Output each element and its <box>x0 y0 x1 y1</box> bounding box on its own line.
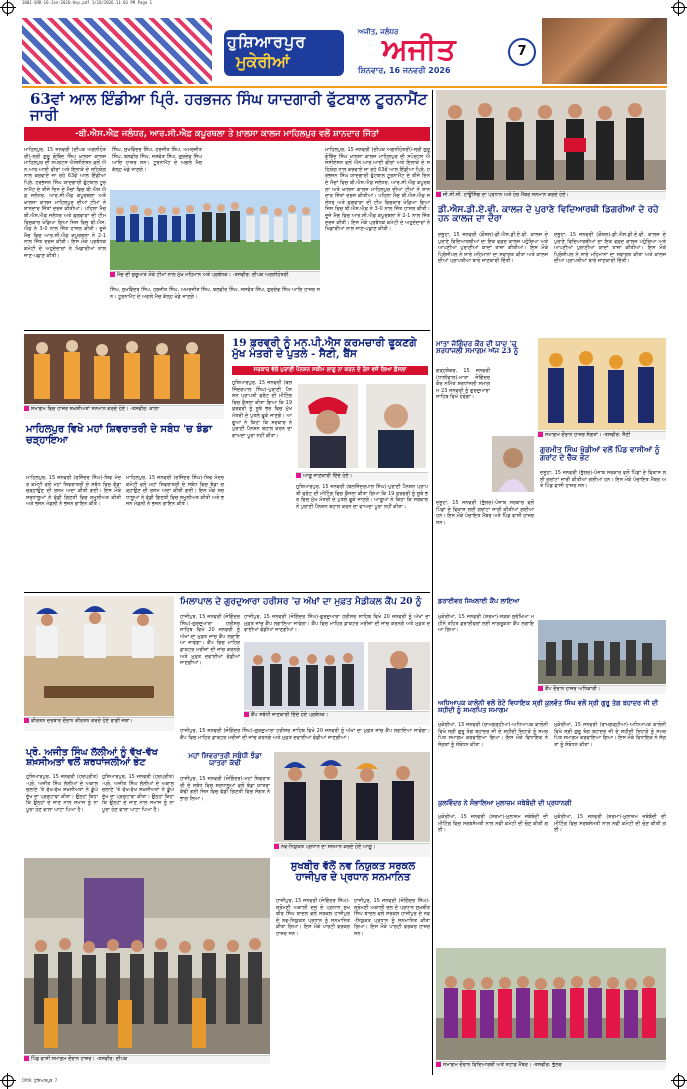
medical-camp-body-col3: ਹਾਜੀਪੁਰ, 15 ਜਨਵਰੀ (ਜੋਗਿੰਦਰ ਸਿੰਘ)-ਗੁਰਦੁਆਰਾ ਹਰੀਸਰ ਸਾਹਿਬ ਵਿਖੇ 20 ਜਨਵਰੀ ਨੂੰ ਅੱਖਾਂ ਦਾ ਮੁਫ਼ਤ ਜਾਂਚ ਕੈਂਪ ਲਗਾਇਆ ਜਾਵੇਗਾ। ਕੈਂਪ ਵਿਚ ਮਾਹਿਰ ਡਾਕਟਰ ਮਰੀਜ਼ਾਂ ਦੀ ਜਾਂਚ ਕਰਨਗੇ ਅਤੇ ਮੁਫ਼ਤ ਦਵਾਈਆਂ ਵੰਡੀਆਂ ਜਾਣਗੀਆਂ। <box>180 728 432 741</box>
column-divider <box>432 90 433 1075</box>
middle-story-body-col1: ਹੁਸ਼ਿਆਰਪੁਰ, 15 ਜਨਵਰੀ (ਬਲਜਿੰਦਰਪਾਲ ਸਿੰਘ)-ਪੁਰਾਣੀ ਪੈਨਸ਼ਨ ਪ੍ਰਾਪਤੀ ਫਰੰਟ ਦੀ ਮੀਟਿੰਗ ਵਿਚ ਫ਼ੈਸਲਾ ਕੀਤਾ ਗਿਆ ਕਿ 19 ਫ਼ਰਵਰੀ ਨੂੰ ਸੂਬੇ ਭਰ ਵਿਚ ਮੁੱਖ ਮੰਤਰੀ ਦੇ ਪੁਤਲੇ ਫੂਕੇ ਜਾਣਗੇ। ਆਗੂਆਂ ਨੇ ਕਿਹਾ ਕਿ ਸਰਕਾਰ ਨੇ ਪੁਰਾਣੀ ਪੈਨਸ਼ਨ ਬਹਾਲ ਕਰਨ ਦਾ ਵਾਅਦਾ ਪੂਰਾ ਨਹੀਂ ਕੀਤਾ। <box>232 380 294 439</box>
medical-camp-body-col1: ਹਾਜੀਪੁਰ, 15 ਜਨਵਰੀ (ਜੋਗਿੰਦਰ ਸਿੰਘ)-ਗੁਰਦੁਆਰਾ ਹਰੀਸਰ ਸਾਹਿਬ ਵਿਖੇ 20 ਜਨਵਰੀ ਨੂੰ ਅੱਖਾਂ ਦਾ ਮੁਫ਼ਤ ਜਾਂਚ ਕੈਂਪ ਲਗਾਇਆ ਜਾਵੇਗਾ। ਕੈਂਪ ਵਿਚ ਮਾਹਿਰ ਡਾਕਟਰ ਮਰੀਜ਼ਾਂ ਦੀ ਜਾਂਚ ਕਰਨਗੇ ਅਤੇ ਮੁਫ਼ਤ ਦਵਾਈਆਂ ਵੰਡੀਆਂ ਜਾਣਗੀਆਂ। <box>180 614 242 667</box>
page-number: 7 <box>508 38 536 66</box>
shivratri-body: ਹਾਜੀਪੁਰ, 15 ਜਨਵਰੀ (ਜੋਗਿੰਦਰ)-ਮਹਾਂ ਸ਼ਿਵਰਾਤਰੀ ਦੇ ਸਬੰਧ ਵਿਚ ਸ਼ਰਧਾਲੂਆਂ ਵਲੋਂ ਝੰਡਾ ਯਾਤਰਾ ਕੱਢੀ ਗਈ ਜਿਸ ਵਿਚ ਵੱਡੀ ਗਿਣਤੀ ਵਿਚ ਸੰਗਤ ਨੇ ਭਾਗ ਲਿਆ। <box>180 776 272 802</box>
right-top-headline: ਡੀ.ਐਸ.ਡੀ.ਏ.ਵੀ. ਕਾਲਜ ਦੇ ਪੁਰਾਣੇ ਵਿਦਿਆਰਥੀ ਡਿਗਰੀਆਂ ਦੇ ਰਹੇ ਹਨ ਕਾਲਜ ਦਾ ਦੌਰਾ <box>438 205 659 225</box>
middle-story-headline: 19 ਫ਼ਰਵਰੀ ਨੂੰ ਮਨ.ਪੀ.ਐਸ ਕਰਮਚਾਰੀ ਫੂਕਣਗੇ ਮੁੱਖ ਮੰਤਰੀ ਦੇ ਪੁਤਲੇ - ਸੈਣੀ, ਬੈਂਸ <box>232 337 417 361</box>
lead-subhead: -ਬੀ.ਐਸ.ਐਫ਼ ਜਲੰਧਰ, ਆਰ.ਸੀ.ਐਫ਼ ਕਪੂਰਥਲਾ ਤੇ ਖ਼ਾਲਸਾ ਕਾਲਜ ਮਾਹਿਲਪੁਰ ਵਲੋਂ ਸ਼ਾਨਦਾਰ ਜਿੱਤਾਂ <box>24 127 430 141</box>
lead-body-col2: ਸਿੰਘ, ਸੁਖਵਿੰਦਰ ਸਿੰਘ, ਹਰਜੀਤ ਸਿੰਘ, ਅਮਰਜੀਤ ਸਿੰਘ, ਬਲਵੀਰ ਸਿੰਘ, ਜਸਵੰਤ ਸਿੰਘ, ਗੁਰਦੇਵ ਸਿੰਘ ਆਦਿ ਹਾਜ਼ਰ ਸਨ। ਟੂਰਨਾਮੈਂਟ ਦੇ ਅਗਲੇ ਮੈਚ ਕੱਲ੍ਹ ਖੇਡੇ ਜਾਣਗੇ। <box>112 147 204 173</box>
masthead-paper-name: ਅਜੀਤ <box>382 32 456 67</box>
right-lower-body-col2: ਮੁਕੇਰੀਆਂ, 15 ਜਨਵਰੀ (ਰਾਮਗੜ੍ਹੀਆ)-ਅਧਿਆਪਕ ਕਾਲੋਨੀ ਵਿਖੇ ਸ੍ਰੀ ਗੁਰੂ ਤੇਗ ਬਹਾਦਰ ਜੀ ਦੇ ਸ਼ਹੀਦੀ ਦਿਹਾੜੇ ਨੂੰ ਸਮਰਪਿਤ ਸਮਾਗਮ ਕਰਵਾਇਆ ਗਿਆ। ਇਸ ਮੌਕੇ ਵਿਧਾਇਕ ਨੇ ਸੰਗਤਾਂ ਨੂੰ ਸੰਬੋਧਨ ਕੀਤਾ। <box>554 722 668 748</box>
masthead-pattern <box>22 18 212 84</box>
obituary-headline: ਮਾਤਾ ਜੋਗਿੰਦਰ ਕੌਰ ਦੀ ਯਾਦ 'ਚ ਸ਼ਰਧਾਂਜਲੀ ਸਮਾਗਮ ਅੱਜ 23 ਨੂੰ <box>436 339 519 356</box>
registration-mark <box>2 2 14 14</box>
sukhbir-photo <box>274 752 430 842</box>
registration-mark <box>673 2 685 14</box>
lead-headline: 63ਵਾਂ ਆਲ ਇੰਡੀਆ ਪ੍ਰਿੰ. ਹਰਭਜਨ ਸਿੰਘ ਯਾਦਗਾਰੀ ਫੁੱਟਬਾਲ ਟੂਰਨਾਮੈਂਟ ਜਾਰੀ <box>30 90 428 124</box>
bottom-left-group-photo <box>24 858 270 1054</box>
ajit-story-body-col1: ਹੁਸ਼ਿਆਰਪੁਰ, 15 ਜਨਵਰੀ (ਹਰਪ੍ਰੀਤ)-ਪ੍ਰੋ. ਅਜੀਤ ਸਿੰਘ ਲੱਲੀਆਂ ਦੇ ਅਕਾਲ ਚਲਾਣੇ 'ਤੇ ਵੱਖ-ਵੱਖ ਸ਼ਖ਼ਸੀਅਤਾਂ ਨੇ ਡੂੰਘੇ ਦੁੱਖ ਦਾ ਪ੍ਰਗਟਾਵਾ ਕੀਤਾ। ਉਨ੍ਹਾਂ ਕਿਹਾ ਕਿ ਉਨ੍ਹਾਂ ਦੇ ਜਾਣ ਨਾਲ ਸਮਾਜ ਨੂੰ ਨਾ ਪੂਰਾ ਹੋਣ ਵਾਲਾ ਘਾਟਾ ਪਿਆ ਹੈ। <box>26 774 100 813</box>
obituary-body: ਗੜ੍ਹਸ਼ੰਕਰ, 15 ਜਨਵਰੀ (ਧਾਲੀਵਾਲ)-ਮਾਤਾ ਜੋਗਿੰਦਰ ਕੌਰ ਨਮਿੱਤ ਸ਼ਰਧਾਂਜਲੀ ਸਮਾਗਮ 23 ਜਨਵਰੀ ਨੂੰ ਗੁਰਦੁਆਰਾ ਸਾਹਿਬ ਵਿਖੇ ਹੋਵੇਗਾ। <box>436 368 492 401</box>
middle-story-body-col2: ਹੁਸ਼ਿਆਰਪੁਰ, 15 ਜਨਵਰੀ (ਬਲਜਿੰਦਰਪਾਲ ਸਿੰਘ)-ਪੁਰਾਣੀ ਪੈਨਸ਼ਨ ਪ੍ਰਾਪਤੀ ਫਰੰਟ ਦੀ ਮੀਟਿੰਗ ਵਿਚ ਫ਼ੈਸਲਾ ਕੀਤਾ ਗਿਆ ਕਿ 19 ਫ਼ਰਵਰੀ ਨੂੰ ਸੂਬੇ ਭਰ ਵਿਚ ਮੁੱਖ ਮੰਤਰੀ ਦੇ ਪੁਤਲੇ ਫੂਕੇ ਜਾਣਗੇ। ਆਗੂਆਂ ਨੇ ਕਿਹਾ ਕਿ ਸਰਕਾਰ ਨੇ ਪੁਰਾਣੀ ਪੈਨਸ਼ਨ ਬਹਾਲ ਕਰਨ ਦਾ ਵਾਅਦਾ ਪੂਰਾ ਨਹੀਂ ਕੀਤਾ। <box>296 484 430 510</box>
right-mid-body-col2: ਦਸੂਹਾ, 15 ਜਨਵਰੀ (ਭੁੱਲਰ)-ਪੰਜਾਬ ਸਰਕਾਰ ਵਲੋਂ ਪਿੰਡਾਂ ਦੇ ਵਿਕਾਸ ਲਈ ਗਰਾਂਟਾਂ ਜਾਰੀ ਕੀਤੀਆਂ ਗਈਆਂ ਹਨ। ਇਸ ਮੌਕੇ ਪੰਚਾਇਤ ਮੈਂਬਰ ਅਤੇ ਪਿੰਡ ਵਾਸੀ ਹਾਜ਼ਰ ਸਨ। <box>436 500 536 526</box>
right-top-body-col1: ਦਸੂਹਾ, 15 ਜਨਵਰੀ (ਕੌਸ਼ਲ)-ਡੀ.ਐਸ.ਡੀ.ਏ.ਵੀ. ਕਾਲਜ ਦੇ ਪੁਰਾਣੇ ਵਿਦਿਆਰਥੀਆਂ ਦਾ ਇਕ ਵਫ਼ਦ ਕਾਲਜ ਪਹੁੰਚਿਆ ਅਤੇ ਆਪਣੀਆਂ ਪੁਰਾਣੀਆਂ ਯਾਦਾਂ ਤਾਜ਼ਾ ਕੀਤੀਆਂ। ਇਸ ਮੌਕੇ ਪ੍ਰਿੰਸੀਪਲ ਨੇ ਸਾਰੇ ਮਹਿਮਾਨਾਂ ਦਾ ਸਵਾਗਤ ਕੀਤਾ ਅਤੇ ਕਾਲਜ ਦੀਆਂ ਪ੍ਰਾਪਤੀਆਂ ਬਾਰੇ ਜਾਣਕਾਰੀ ਦਿੱਤੀ। <box>438 232 550 265</box>
right-mid-body: ਦਸੂਹਾ, 15 ਜਨਵਰੀ (ਭੁੱਲਰ)-ਪੰਜਾਬ ਸਰਕਾਰ ਵਲੋਂ ਪਿੰਡਾਂ ਦੇ ਵਿਕਾਸ ਲਈ ਗਰਾਂਟਾਂ ਜਾਰੀ ਕੀਤੀਆਂ ਗਈਆਂ ਹਨ। ਇਸ ਮੌਕੇ ਪੰਚਾਇਤ ਮੈਂਬਰ ਅਤੇ ਪਿੰਡ ਵਾਸੀ ਹਾਜ਼ਰ ਸਨ। <box>540 470 666 490</box>
lead-body-col1: ਮਾਹਿਲਪੁਰ, 15 ਜਨਵਰੀ (ਦੀਪਕ ਅਗਨੀਹੋਤਰੀ)-ਸ੍ਰੀ ਗੁਰੂ ਗੋਬਿੰਦ ਸਿੰਘ ਖ਼ਾਲਸਾ ਕਾਲਜ ਮਾਹਿਲਪੁਰ ਦੀ ਸਪੋਰਟਸ ਐਸੋਸੀਏਸ਼ਨ ਵਲੋਂ ਐਨ.ਆਰ.ਆਈ ਵੀਰਾਂ ਅਤੇ ਇਲਾਕੇ ਦੇ ਸਹਿਯੋਗ ਨਾਲ ਕਰਵਾਏ ਜਾ ਰਹੇ 63ਵੇਂ ਆਲ ਇੰਡੀਆ ਪ੍ਰਿੰ. ਹਰਭਜਨ ਸਿੰਘ ਯਾਦਗਾਰੀ ਫੁੱਟਬਾਲ ਟੂਰਨਾਮੈਂਟ ਦੇ ਤੀਜੇ ਦਿਨ ਦੇ ਮੈਚਾਂ ਵਿਚ ਬੀ.ਐਸ.ਐਫ਼ ਜਲੰਧਰ, ਆਰ.ਸੀ.ਐਫ਼ ਕਪੂਰਥਲਾ ਅਤੇ ਖ਼ਾਲਸਾ ਕਾਲਜ ਮਾਹਿਲਪੁਰ ਦੀਆਂ ਟੀਮਾਂ ਨੇ ਸ਼ਾਨਦਾਰ ਜਿੱਤਾਂ ਦਰਜ ਕੀਤੀਆਂ। ਪਹਿਲਾ ਮੈਚ ਬੀ.ਐਸ.ਐਫ਼ ਜਲੰਧਰ ਅਤੇ ਫਗਵਾੜਾ ਦੀ ਟੀਮ ਵਿਚਕਾਰ ਖੇਡਿਆ ਗਿਆ ਜਿਸ ਵਿਚ ਬੀ.ਐਸ.ਐਫ਼ ਨੇ 3-0 ਨਾਲ ਜਿੱਤ ਹਾਸਲ ਕੀਤੀ। ਦੂਜੇ ਮੈਚ ਵਿਚ ਆਰ.ਸੀ.ਐਫ਼ ਕਪੂਰਥਲਾ ਨੇ 2-1 ਨਾਲ ਜਿੱਤ ਦਰਜ ਕੀਤੀ। ਇਸ ਮੌਕੇ ਪ੍ਰਬੰਧਕ ਕਮੇਟੀ ਦੇ ਅਹੁਦੇਦਾਰਾਂ ਨੇ ਖਿਡਾਰੀਆਂ ਨਾਲ ਜਾਣ-ਪਛਾਣ ਕੀਤੀ। <box>24 147 108 259</box>
sukhbir-body-col1: ਹਾਜੀਪੁਰ, 15 ਜਨਵਰੀ (ਜੋਗਿੰਦਰ ਸਿੰਘ)-ਸ਼੍ਰੋਮਣੀ ਅਕਾਲੀ ਦਲ ਦੇ ਪ੍ਰਧਾਨ ਸੁਖਬੀਰ ਸਿੰਘ ਬਾਦਲ ਵਲੋਂ ਸਰਕਲ ਹਾਜੀਪੁਰ ਦੇ ਨਵ-ਨਿਯੁਕਤ ਪ੍ਰਧਾਨ ਨੂੰ ਸਨਮਾਨਿਤ ਕੀਤਾ ਗਿਆ। ਇਸ ਮੌਕੇ ਪਾਰਟੀ ਵਰਕਰ ਹਾਜ਼ਰ ਸਨ। <box>276 898 352 937</box>
page-footer: CMYK ਹੁਸ਼ਿਆਰਪੁਰ 7 <box>22 1078 58 1083</box>
middle-story-portraits <box>296 380 428 470</box>
masthead-date: ਸ਼ਿਨਵਾਰ, 16 ਜਨਵਰੀ 2026 <box>358 66 451 75</box>
kirtan-photo-caption: ਕੀਰਤਨ ਦਰਬਾਰ ਦੌਰਾਨ ਕੀਰਤਨ ਕਰਦੇ ਹੋਏ ਰਾਗੀ ਜਥਾ। <box>24 717 174 731</box>
sukhbir-photo-caption: ਨਵ-ਨਿਯੁਕਤ ਪ੍ਰਧਾਨ ਦਾ ਸਨਮਾਨ ਕਰਦੇ ਹੋਏ ਆਗੂ। <box>274 843 430 857</box>
lead-body-col3: ਸਿੰਘ, ਸੁਖਵਿੰਦਰ ਸਿੰਘ, ਹਰਜੀਤ ਸਿੰਘ, ਅਮਰਜੀਤ ਸਿੰਘ, ਬਲਵੀਰ ਸਿੰਘ, ਜਸਵੰਤ ਸਿੰਘ, ਗੁਰਦੇਵ ਸਿੰਘ ਆਦਿ ਹਾਜ਼ਰ ਸਨ। ਟੂਰਨਾਮੈਂਟ ਦੇ ਅਗਲੇ ਮੈਚ ਕੱਲ੍ਹ ਖੇਡੇ ਜਾਣਗੇ। <box>110 287 320 300</box>
ajit-story-body-col2: ਹੁਸ਼ਿਆਰਪੁਰ, 15 ਜਨਵਰੀ (ਹਰਪ੍ਰੀਤ)-ਪ੍ਰੋ. ਅਜੀਤ ਸਿੰਘ ਲੱਲੀਆਂ ਦੇ ਅਕਾਲ ਚਲਾਣੇ 'ਤੇ ਵੱਖ-ਵੱਖ ਸ਼ਖ਼ਸੀਅਤਾਂ ਨੇ ਡੂੰਘੇ ਦੁੱਖ ਦਾ ਪ੍ਰਗਟਾਵਾ ਕੀਤਾ। ਉਨ੍ਹਾਂ ਕਿਹਾ ਕਿ ਉਨ੍ਹਾਂ ਦੇ ਜਾਣ ਨਾਲ ਸਮਾਜ ਨੂੰ ਨਾ ਪੂਰਾ ਹੋਣ ਵਾਲਾ ਘਾਟਾ ਪਿਆ ਹੈ। <box>102 774 176 813</box>
right-lower-body2-col1: ਮੁਕੇਰੀਆਂ, 15 ਜਨਵਰੀ (ਸ਼ਰਮਾ)-ਮੁਲਾਜ਼ਮ ਜਥੇਬੰਦੀ ਦੀ ਮੀਟਿੰਗ ਵਿਚ ਸਰਬਸੰਮਤੀ ਨਾਲ ਨਵੀਂ ਕਮੇਟੀ ਦੀ ਚੋਣ ਕੀਤੀ ਗਈ। <box>438 814 550 834</box>
right-lower-headline-2: ਕੁਲਵਿੰਦਰ ਨੇ ਸੰਭਾਲਿਆ ਮੁਲਾਜ਼ਮ ਜਥੇਬੰਦੀ ਦੀ ਪ੍ਰਧਾਨਗੀ <box>438 799 572 807</box>
right-mid-sub-body: ਮੁਕੇਰੀਆਂ, 15 ਜਨਵਰੀ (ਸ਼ਰਮਾ)-ਸੜਕ ਸੁਰੱਖਿਆ ਮਹੀਨੇ ਤਹਿਤ ਡਰਾਈਵਰਾਂ ਲਈ ਜਾਗਰੂਕਤਾ ਕੈਂਪ ਲਗਾਇਆ ਗਿਆ। <box>438 614 534 634</box>
shivratri-headline: ਮਹਾਂ ਸ਼ਿਵਰਾਤਰੀ ਸਬੰਧੀ ਝੰਡਾ ਯਾਤਰਾ ਕੱਢੀ <box>188 751 262 768</box>
medical-camp-body-col2: ਹਾਜੀਪੁਰ, 15 ਜਨਵਰੀ (ਜੋਗਿੰਦਰ ਸਿੰਘ)-ਗੁਰਦੁਆਰਾ ਹਰੀਸਰ ਸਾਹਿਬ ਵਿਖੇ 20 ਜਨਵਰੀ ਨੂੰ ਅੱਖਾਂ ਦਾ ਮੁਫ਼ਤ ਜਾਂਚ ਕੈਂਪ ਲਗਾਇਆ ਜਾਵੇਗਾ। ਕੈਂਪ ਵਿਚ ਮਾਹਿਰ ਡਾਕਟਰ ਮਰੀਜ਼ਾਂ ਦੀ ਜਾਂਚ ਕਰਨਗੇ ਅਤੇ ਮੁਫ਼ਤ ਦਵਾਈਆਂ ਵੰਡੀਆਂ ਜਾਣਗੀਆਂ। <box>244 614 432 634</box>
masthead-city-line2: ਮੁਕੇਰੀਆਂ <box>236 52 290 71</box>
sukhbir-headline: ਸੁਖਬੀਰ ਵੱਲੋਂ ਨਵ ਨਿਯੁਕਤ ਸਰਕਲ ਹਾਜੀਪੁਰ ਦੇ ਪ੍ਰਧਾਨ ਸਨਮਾਨਿਤ <box>290 861 416 883</box>
left-story-body-col2: ਮਾਹਿਲਪੁਰ, 15 ਜਨਵਰੀ (ਰਜਿੰਦਰ ਸਿੰਘ)-ਸ਼ਿਵ ਮੰਦਰ ਕਮੇਟੀ ਵਲੋਂ ਮਹਾਂ ਸ਼ਿਵਰਾਤਰੀ ਦੇ ਸਬੰਧ ਵਿਚ ਝੰਡਾ ਚੜ੍ਹਾਉਣ ਦੀ ਰਸਮ ਅਦਾ ਕੀਤੀ ਗਈ। ਇਸ ਮੌਕੇ ਸ਼ਰਧਾਲੂਆਂ ਨੇ ਵੱਡੀ ਗਿਣਤੀ ਵਿਚ ਸ਼ਮੂਲੀਅਤ ਕੀਤੀ ਅਤੇ ਭਜਨ ਮੰਡਲੀ ਨੇ ਭਜਨ ਗਾਇਨ ਕੀਤੇ। <box>126 475 226 508</box>
left-story-headline: ਮਾਹਿਲਪੁਰ ਵਿਖੇ ਮਹਾਂ ਸ਼ਿਵਰਾਤਰੀ ਦੇ ਸਬੰਧ 'ਚ ਝੰਡਾ ਚੜ੍ਹਾਇਆ <box>26 424 213 446</box>
lead-photo-caption: ਮੈਚ ਦੀ ਸ਼ੁਰੂਆਤ ਮੌਕੇ ਟੀਮਾਂ ਨਾਲ ਮੁੱਖ ਮਹਿਮਾਨ ਅਤੇ ਪ੍ਰਬੰਧਕ। -ਤਸਵੀਰ: ਦੀਪਕ ਅਗਨੀਹੋਤਰੀ <box>110 271 320 285</box>
masthead <box>22 18 667 88</box>
medical-camp-headline: ਮਿਲਾਪਾਲ ਦੇ ਗੁਰਦੁਆਰਾ ਹਰੀਸਰ 'ਚ ਅੱਖਾਂ ਦਾ ਮੁਫ਼ਤ ਮੈਡੀਕਲ ਕੈਂਪ 20 ਨੂੰ <box>180 597 422 607</box>
masthead-city-line1: ਹੁਸ਼ਿਆਰਪੁਰ <box>227 32 307 51</box>
registration-mark <box>673 1075 685 1087</box>
middle-story-caption: ਆਗੂ ਜਾਣਕਾਰੀ ਦਿੰਦੇ ਹੋਏ। <box>296 472 428 481</box>
left-story-body-col1: ਮਾਹਿਲਪੁਰ, 15 ਜਨਵਰੀ (ਰਜਿੰਦਰ ਸਿੰਘ)-ਸ਼ਿਵ ਮੰਦਰ ਕਮੇਟੀ ਵਲੋਂ ਮਹਾਂ ਸ਼ਿਵਰਾਤਰੀ ਦੇ ਸਬੰਧ ਵਿਚ ਝੰਡਾ ਚੜ੍ਹਾਉਣ ਦੀ ਰਸਮ ਅਦਾ ਕੀਤੀ ਗਈ। ਇਸ ਮੌਕੇ ਸ਼ਰਧਾਲੂਆਂ ਨੇ ਵੱਡੀ ਗਿਣਤੀ ਵਿਚ ਸ਼ਮੂਲੀਅਤ ਕੀਤੀ ਅਤੇ ਭਜਨ ਮੰਡਲੀ ਨੇ ਭਜਨ ਗਾਇਨ ਕੀਤੇ। <box>26 475 123 508</box>
medical-camp-photo <box>244 642 364 710</box>
right-top-group-photo <box>436 90 666 190</box>
right-lower-body-col1: ਮੁਕੇਰੀਆਂ, 15 ਜਨਵਰੀ (ਰਾਮਗੜ੍ਹੀਆ)-ਅਧਿਆਪਕ ਕਾਲੋਨੀ ਵਿਖੇ ਸ੍ਰੀ ਗੁਰੂ ਤੇਗ ਬਹਾਦਰ ਜੀ ਦੇ ਸ਼ਹੀਦੀ ਦਿਹਾੜੇ ਨੂੰ ਸਮਰਪਿਤ ਸਮਾਗਮ ਕਰਵਾਇਆ ਗਿਆ। ਇਸ ਮੌਕੇ ਵਿਧਾਇਕ ਨੇ ਸੰਗਤਾਂ ਨੂੰ ਸੰਬੋਧਨ ਕੀਤਾ। <box>438 722 550 748</box>
obituary-portrait <box>492 436 534 492</box>
sukhbir-body-col2: ਹਾਜੀਪੁਰ, 15 ਜਨਵਰੀ (ਜੋਗਿੰਦਰ ਸਿੰਘ)-ਸ਼੍ਰੋਮਣੀ ਅਕਾਲੀ ਦਲ ਦੇ ਪ੍ਰਧਾਨ ਸੁਖਬੀਰ ਸਿੰਘ ਬਾਦਲ ਵਲੋਂ ਸਰਕਲ ਹਾਜੀਪੁਰ ਦੇ ਨਵ-ਨਿਯੁਕਤ ਪ੍ਰਧਾਨ ਨੂੰ ਸਨਮਾਨਿਤ ਕੀਤਾ ਗਿਆ। ਇਸ ਮੌਕੇ ਪਾਰਟੀ ਵਰਕਰ ਹਾਜ਼ਰ ਸਨ। <box>354 898 432 937</box>
middle-story-subhead: ਸਰਕਾਰ ਵੱਲੋਂ ਪੁਰਾਣੀ ਪੈਨਸ਼ਨ ਸਕੀਮ ਲਾਗੂ ਨਾ ਕਰਨ ਦੇ ਰੋਸ ਵਜੋਂ ਲਿਆ ਫ਼ੈਸਲਾ <box>232 366 428 375</box>
right-lower-headline: ਅਧਿਆਪਕ ਕਾਲੋਨੀ ਵਲੋਂ ਰੋਟੋ ਵਿਧਾਇਕ ਸ੍ਰੀ ਕੁਲਵੰਤ ਸਿੰਘ ਵਲੋਂ ਸ੍ਰੀ ਗੁਰੂ ਤੇਗ ਬਹਾਦਰ ਜੀ ਦੀ ਸ਼ਹੀਦੀ ਨੂੰ ਸਮਰਪਿਤ ਸਮਾਗਮ <box>438 699 659 714</box>
masthead-building-photo <box>542 18 667 84</box>
right-mid-sub-headline: ਡਰਾਈਵਰ ਸਿਖਲਾਈ ਕੈਂਪ ਲਾਇਆ <box>438 597 520 605</box>
right-mid-photo <box>538 338 666 430</box>
print-slug: 1801-SRR-16-Jan-2026-Hsp.pdf 1/16/2026 11:03 PM Page 1 <box>22 0 153 5</box>
section-divider <box>24 592 430 593</box>
right-top-photo-caption: ਜੀ.ਸੀ.ਸੀ. ਹਾਊਸਿੰਗ ਦਾ ਪ੍ਰਧਾਨ ਅਤੇ ਹੋਰ ਮੈਂਬਰ ਸਨਮਾਨ ਕਰਦੇ ਹੋਏ। <box>436 191 666 200</box>
right-top-body-col2: ਦਸੂਹਾ, 15 ਜਨਵਰੀ (ਕੌਸ਼ਲ)-ਡੀ.ਐਸ.ਡੀ.ਏ.ਵੀ. ਕਾਲਜ ਦੇ ਪੁਰਾਣੇ ਵਿਦਿਆਰਥੀਆਂ ਦਾ ਇਕ ਵਫ਼ਦ ਕਾਲਜ ਪਹੁੰਚਿਆ ਅਤੇ ਆਪਣੀਆਂ ਪੁਰਾਣੀਆਂ ਯਾਦਾਂ ਤਾਜ਼ਾ ਕੀਤੀਆਂ। ਇਸ ਮੌਕੇ ਪ੍ਰਿੰਸੀਪਲ ਨੇ ਸਾਰੇ ਮਹਿਮਾਨਾਂ ਦਾ ਸਵਾਗਤ ਕੀਤਾ ਅਤੇ ਕਾਲਜ ਦੀਆਂ ਪ੍ਰਾਪਤੀਆਂ ਬਾਰੇ ਜਾਣਕਾਰੀ ਦਿੱਤੀ। <box>554 232 668 265</box>
masthead-edition: ਅਜੀਤ, ਜਲੰਧਰ <box>358 28 399 36</box>
section-divider <box>24 330 430 331</box>
ajit-story-headline: ਪ੍ਰੋ. ਅਜੀਤ ਸਿੰਘ ਲੱਲੀਆਂ ਨੂੰ ਵੱਖ-ਵੱਖ ਸ਼ਖ਼ਸੀਅਤਾਂ ਵਲੋਂ ਸ਼ਰਧਾਂਜਲੀਆਂ ਭੇਟ <box>26 747 158 768</box>
bottom-left-photo-caption: ਪਿੰਡ ਵਾਸੀ ਸਮਾਗਮ ਦੌਰਾਨ ਹਾਜ਼ਰ। -ਤਸਵੀਰ: ਦੀਪਕ <box>24 1055 270 1064</box>
registration-mark <box>2 1075 14 1087</box>
medical-camp-photo-2 <box>368 642 430 710</box>
right-mid-sub-caption: ਕੈਂਪ ਦੌਰਾਨ ਹਾਜ਼ਰ ਅਧਿਕਾਰੀ। <box>538 685 666 694</box>
medical-camp-caption: ਕੈਂਪ ਸਬੰਧੀ ਜਾਣਕਾਰੀ ਦਿੰਦੇ ਹੋਏ ਪ੍ਰਬੰਧਕ। <box>244 711 430 725</box>
left-story-photo-caption: ਸਮਾਗਮ ਵਿਚ ਹਾਜ਼ਰ ਸ਼ਖ਼ਸੀਅਤਾਂ ਸਨਮਾਨ ਕਰਦੇ ਹੋਏ। -ਤਸਵੀਰ: ਕਾਲਾ <box>24 405 224 419</box>
lead-team-photo <box>110 190 320 270</box>
left-story-photo <box>24 334 224 404</box>
lead-body-col4: ਮਾਹਿਲਪੁਰ, 15 ਜਨਵਰੀ (ਦੀਪਕ ਅਗਨੀਹੋਤਰੀ)-ਸ੍ਰੀ ਗੁਰੂ ਗੋਬਿੰਦ ਸਿੰਘ ਖ਼ਾਲਸਾ ਕਾਲਜ ਮਾਹਿਲਪੁਰ ਦੀ ਸਪੋਰਟਸ ਐਸੋਸੀਏਸ਼ਨ ਵਲੋਂ ਐਨ.ਆਰ.ਆਈ ਵੀਰਾਂ ਅਤੇ ਇਲਾਕੇ ਦੇ ਸਹਿਯੋਗ ਨਾਲ ਕਰਵਾਏ ਜਾ ਰਹੇ 63ਵੇਂ ਆਲ ਇੰਡੀਆ ਪ੍ਰਿੰ. ਹਰਭਜਨ ਸਿੰਘ ਯਾਦਗਾਰੀ ਫੁੱਟਬਾਲ ਟੂਰਨਾਮੈਂਟ ਦੇ ਤੀਜੇ ਦਿਨ ਦੇ ਮੈਚਾਂ ਵਿਚ ਬੀ.ਐਸ.ਐਫ਼ ਜਲੰਧਰ, ਆਰ.ਸੀ.ਐਫ਼ ਕਪੂਰਥਲਾ ਅਤੇ ਖ਼ਾਲਸਾ ਕਾਲਜ ਮਾਹਿਲਪੁਰ ਦੀਆਂ ਟੀਮਾਂ ਨੇ ਸ਼ਾਨਦਾਰ ਜਿੱਤਾਂ ਦਰਜ ਕੀਤੀਆਂ। ਪਹਿਲਾ ਮੈਚ ਬੀ.ਐਸ.ਐਫ਼ ਜਲੰਧਰ ਅਤੇ ਫਗਵਾੜਾ ਦੀ ਟੀਮ ਵਿਚਕਾਰ ਖੇਡਿਆ ਗਿਆ ਜਿਸ ਵਿਚ ਬੀ.ਐਸ.ਐਫ਼ ਨੇ 3-0 ਨਾਲ ਜਿੱਤ ਹਾਸਲ ਕੀਤੀ। ਦੂਜੇ ਮੈਚ ਵਿਚ ਆਰ.ਸੀ.ਐਫ਼ ਕਪੂਰਥਲਾ ਨੇ 2-1 ਨਾਲ ਜਿੱਤ ਦਰਜ ਕੀਤੀ। ਇਸ ਮੌਕੇ ਪ੍ਰਬੰਧਕ ਕਮੇਟੀ ਦੇ ਅਹੁਦੇਦਾਰਾਂ ਨੇ ਖਿਡਾਰੀਆਂ ਨਾਲ ਜਾਣ-ਪਛਾਣ ਕੀਤੀ। <box>325 147 432 233</box>
right-mid-sub-photo <box>538 620 666 684</box>
right-mid-headline: ਗੁਰਮੀਤ ਸਿੰਘ ਖੁੱਡੀਆਂ ਵਲੋਂ ਪਿੰਡ ਵਾਸੀਆਂ ਨੂੰ ਗਰਾਂਟ ਦੇ ਚੈੱਕ ਭੇਟ <box>540 445 660 462</box>
right-lower-group-photo <box>436 948 666 1060</box>
right-mid-photo-caption: ਸਮਾਗਮ ਦੌਰਾਨ ਹਾਜ਼ਰ ਸੰਗਤਾਂ। -ਤਸਵੀਰ: ਸੈਣੀ <box>538 431 666 440</box>
right-lower-body2-col2: ਮੁਕੇਰੀਆਂ, 15 ਜਨਵਰੀ (ਸ਼ਰਮਾ)-ਮੁਲਾਜ਼ਮ ਜਥੇਬੰਦੀ ਦੀ ਮੀਟਿੰਗ ਵਿਚ ਸਰਬਸੰਮਤੀ ਨਾਲ ਨਵੀਂ ਕਮੇਟੀ ਦੀ ਚੋਣ ਕੀਤੀ ਗਈ। <box>554 814 668 834</box>
kirtan-photo <box>24 596 174 716</box>
right-lower-photo-caption: ਸਮਾਗਮ ਦੌਰਾਨ ਵਿਦਿਆਰਥੀ ਅਤੇ ਸਟਾਫ਼ ਮੈਂਬਰ। -ਤਸਵੀਰ: ਭੁੱਲਰ <box>436 1061 666 1070</box>
